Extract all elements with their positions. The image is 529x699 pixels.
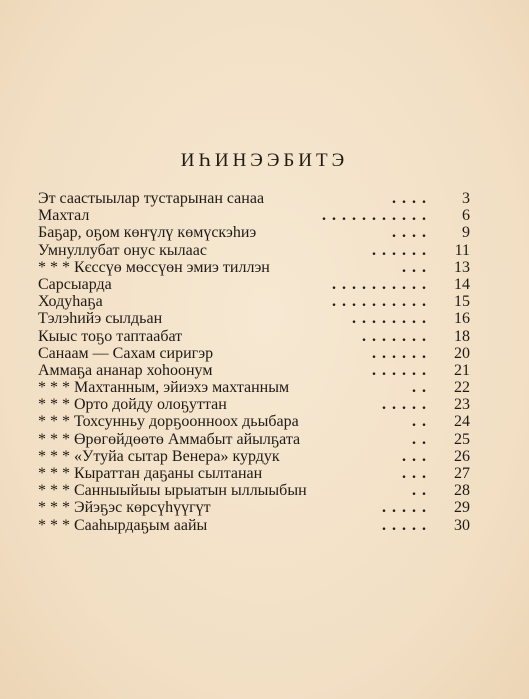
toc-entry-leader: .. (412, 430, 432, 448)
toc-entry-leader: ..... (382, 499, 432, 517)
toc-entry-page-number: 24 (454, 413, 470, 431)
page-title: ИҺИНЭЭБИТЭ (180, 150, 349, 171)
toc-entry (38, 310, 470, 328)
toc-entry-leader: ..... (382, 396, 432, 414)
toc-entry-leader: ... (402, 258, 432, 276)
toc-entry-leader: ........ (352, 310, 432, 328)
toc-entry-title: Баҕар, оҕом көҥүлү көмүскэһиэ (38, 224, 257, 242)
toc-entry-title: Тэлэһийэ сылдьан (38, 310, 163, 328)
toc-entry-leader: .. (412, 379, 432, 397)
toc-entry (38, 499, 470, 517)
toc-entry (38, 275, 470, 293)
toc-entry-title: * * * Кєссүө мөссүөн эмиэ тиллэн (38, 258, 270, 276)
toc-entry (38, 293, 470, 311)
toc-entry-leader: ...... (372, 241, 432, 259)
toc-entry-leader: ...... (372, 344, 432, 362)
toc-entry-page-number: 16 (454, 310, 470, 328)
toc-entry-leader: ........... (322, 207, 432, 225)
toc-entry-leader: ....... (362, 327, 432, 345)
toc-entry (38, 361, 470, 379)
toc-entry-title: * * * Махтанным, эйиэхэ махтанным (38, 379, 290, 397)
toc-entry-title: * * * Кыраттан даҕаны сылтанан (38, 465, 263, 482)
toc-entry-leader: ... (402, 447, 432, 465)
toc-entry-title: Кыыс тоҕо таптаабат (38, 327, 183, 345)
toc-entry (38, 430, 470, 448)
toc-entry-leader: .......... (332, 293, 432, 311)
toc-entry-page-number: 30 (454, 516, 470, 534)
toc-entry-page-number: 25 (454, 430, 470, 448)
toc-entry-page-number: 9 (462, 224, 470, 242)
toc-entry-page-number: 22 (454, 379, 470, 397)
toc-entry-page-number: 14 (454, 275, 470, 293)
toc-entry (38, 413, 470, 431)
toc-entry (38, 224, 470, 242)
toc-entry-title: * * * Орто дойду олоҕуттан (38, 396, 227, 414)
toc-entry-page-number: 23 (454, 396, 470, 414)
toc-entry-leader: ... (402, 465, 432, 482)
toc-entry (38, 465, 470, 482)
toc-entry-leader: ...... (372, 361, 432, 379)
toc-entry-page-number: 21 (454, 361, 470, 379)
toc-entry-leader: ..... (382, 516, 432, 534)
toc-entry (38, 344, 470, 362)
toc-entry (38, 207, 470, 225)
toc-entry-page-number: 13 (454, 258, 470, 276)
toc-entry (38, 447, 470, 465)
toc-entry (38, 379, 470, 397)
toc-entry-title: * * * Тохсунньу дорҕоонноох дьыбара (38, 413, 299, 431)
toc-entry-page-number: 15 (454, 293, 470, 311)
toc-entry-leader: .. (412, 482, 432, 500)
toc-entry-page-number: 29 (454, 499, 470, 517)
toc-entry (38, 482, 470, 500)
toc-entry-title: Эт саастыылар тустарынан санаа (38, 190, 265, 207)
toc-entry-title: Аммаҕа ананар хоһоонум (38, 361, 213, 379)
toc-entry-page-number: 20 (454, 344, 470, 362)
toc-entry-leader: .. (412, 413, 432, 431)
toc-entry-title: * * * Өрөгөйдөөтө Аммабыт айылҕата (38, 430, 301, 448)
toc-entry (38, 396, 470, 414)
toc-entry (38, 190, 470, 207)
toc-entry-leader: .... (392, 190, 432, 207)
toc-entry-title: * * * «Утуйа сытар Венера» курдук (38, 447, 280, 465)
toc-entry-title: Махтал (38, 207, 90, 225)
toc-entry-title: * * * Сааһырдаҕым аайы (38, 516, 208, 534)
toc-entry-page-number: 11 (454, 241, 470, 259)
toc-entry-title: Санаам — Сахам сиригэр (38, 344, 214, 362)
toc-entry-page-number: 18 (454, 327, 470, 345)
toc-entry-page-number: 6 (462, 207, 470, 225)
toc-entry-page-number: 27 (454, 465, 470, 482)
toc-entry-page-number: 28 (454, 482, 470, 500)
toc-entry (38, 516, 470, 534)
toc-entry-leader: .......... (332, 275, 432, 293)
toc-entry-title: Сарсыарда (38, 275, 112, 293)
toc-entry (38, 241, 470, 259)
toc-entry-title: Умнуллубат онус кылаас (38, 241, 207, 259)
toc-entry-page-number: 26 (454, 447, 470, 465)
toc-entry-leader: .... (392, 224, 432, 242)
toc-entry-title: * * * Санныыйыы ырыатын ыллыыбын (38, 482, 307, 500)
toc-entry (38, 258, 470, 276)
table-of-contents (38, 190, 470, 534)
toc-entry-title: * * * Эйэҕэс көрсүһүүгүт (38, 499, 211, 517)
toc-entry-page-number: 3 (462, 190, 470, 207)
toc-entry-title: Ходуһаҕа (38, 293, 103, 311)
toc-entry (38, 327, 470, 345)
